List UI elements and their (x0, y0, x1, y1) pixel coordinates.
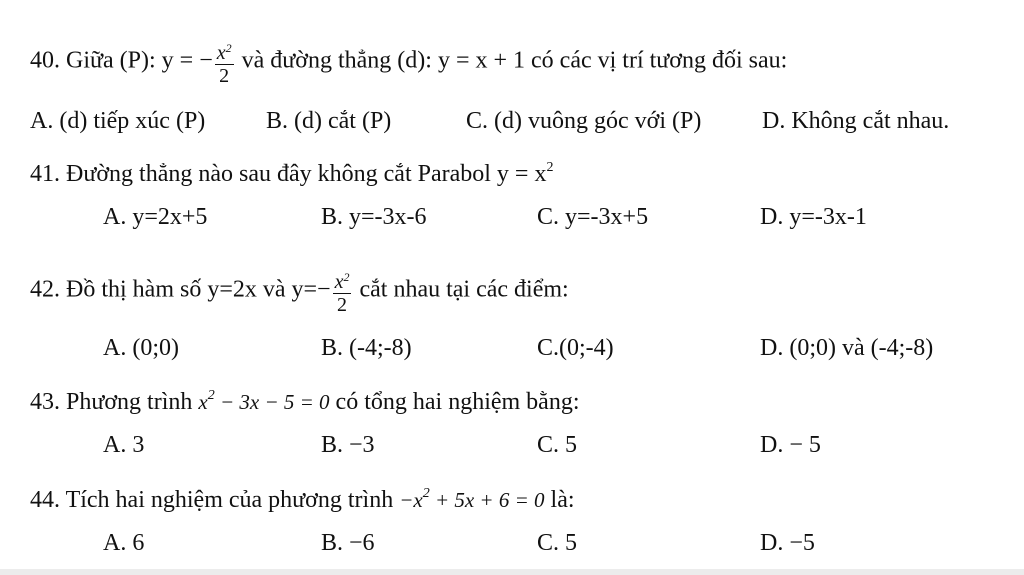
q40-option-a: A. (d) tiếp xúc (P) (30, 108, 206, 134)
q44-eq-a: −x (399, 488, 423, 512)
q42-frac-sup: 2 (343, 270, 350, 284)
q40-option-b: B. (d) cắt (P) (266, 108, 392, 134)
q40-frac-den: 2 (219, 65, 230, 87)
q41-option-b: B. y=-3x-6 (321, 204, 427, 230)
q42-suffix: cắt nhau tại các điểm: (353, 276, 569, 303)
q44-option-b: B. −6 (321, 530, 375, 556)
question-43 (30, 382, 580, 416)
q41-sup: 2 (546, 160, 554, 175)
q42-frac-den: 2 (337, 294, 348, 316)
q43-prefix: 43. Phương trình (30, 389, 199, 415)
q43-eq-b: − 3x − 5 = 0 (214, 390, 330, 414)
question-40 (30, 37, 787, 87)
q44-option-d: D. −5 (760, 530, 815, 556)
q44-option-a: A. 6 (103, 530, 145, 556)
q40-frac-num: x (216, 42, 226, 64)
q44-prefix: 44. Tích hai nghiệm của phương trình (30, 487, 400, 513)
q40-fraction (215, 37, 234, 87)
q43-option-c: C. 5 (537, 432, 578, 458)
q42-fraction (333, 266, 352, 316)
q42-option-c: C.(0;-4) (537, 335, 614, 361)
q41-option-a: A. y=2x+5 (103, 204, 208, 230)
q40-frac-sup: 2 (225, 41, 232, 55)
q41-text: 41. Đường thẳng nào sau đây không cắt Parabol y = x (30, 161, 547, 187)
bottom-divider (0, 569, 1024, 575)
q42-frac-num: x (334, 271, 344, 293)
q40-prefix: 40. Giữa (P): y = − (30, 47, 213, 74)
question-41 (30, 154, 553, 188)
q44-equation (399, 488, 544, 512)
q42-option-d: D. (0;0) và (-4;-8) (760, 335, 934, 361)
q42-option-b: B. (-4;-8) (321, 335, 412, 361)
q44-option-c: C. 5 (537, 530, 578, 556)
q43-eq-a: x (198, 390, 208, 414)
q40-option-c: C. (d) vuông góc với (P) (466, 108, 702, 134)
q41-option-c: C. y=-3x+5 (537, 204, 649, 230)
q40-option-d: D. Không cắt nhau. (762, 108, 950, 134)
q42-prefix: 42. Đồ thị hàm số y=2x và y=− (30, 276, 331, 303)
q43-option-d: D. − 5 (760, 432, 821, 458)
q40-suffix: và đường thẳng (d): y = x + 1 có các vị trí tương đối sau: (235, 47, 788, 74)
q43-option-a: A. 3 (103, 432, 145, 458)
q44-suffix: là: (544, 487, 575, 513)
q43-option-b: B. −3 (321, 432, 375, 458)
question-42 (30, 266, 569, 316)
q42-option-a: A. (0;0) (103, 335, 179, 361)
q43-suffix: có tổng hai nghiệm bằng: (329, 389, 580, 415)
q44-eq-sup: 2 (422, 486, 430, 501)
q44-eq-b: + 5x + 6 = 0 (429, 488, 545, 512)
q43-eq-sup: 2 (207, 388, 215, 403)
question-44 (30, 480, 575, 514)
q41-option-d: D. y=-3x-1 (760, 204, 867, 230)
q43-equation (198, 390, 329, 414)
